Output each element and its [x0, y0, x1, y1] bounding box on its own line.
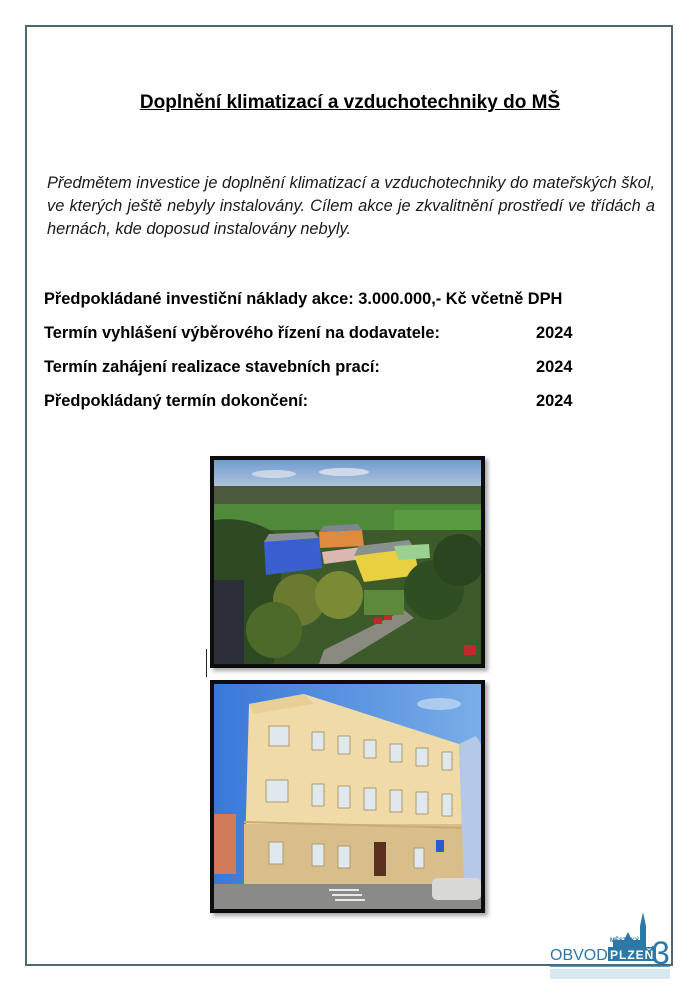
fact-value: 2024 [536, 324, 573, 342]
text-cursor [206, 649, 207, 677]
fact-label: Termín zahájení realizace stavebních prací: [44, 358, 380, 376]
fact-investment-cost [44, 290, 664, 324]
fact-value: 2024 [536, 392, 573, 410]
mestsky-obvod-plzen-3-logo [548, 908, 678, 988]
fact-label: Termín vyhlášení výběrového řízení na dodavatele: [44, 324, 440, 342]
fact-construction-start [44, 358, 664, 392]
fact-completion [44, 392, 664, 426]
aerial-photo-image [214, 460, 481, 664]
project-facts [44, 290, 664, 426]
logo-mestsky-text: MĚSTSKÝ [610, 938, 640, 944]
kindergarten-building-photo [210, 680, 485, 913]
project-description: Předmětem investice je doplnění klimatizací a vzduchotechniky do mateřských škol, ve kterých ještě nebyly instalovány. Cílem akce je zkvalitnění prostředí ve třídách a hernách, kde doposud instalovány nebyly. [47, 174, 655, 238]
aerial-kindergarten-photo [210, 456, 485, 668]
fact-label: Předpokládaný termín dokončení: [44, 392, 309, 410]
logo-graphic [548, 908, 678, 988]
fact-value: 2024 [536, 358, 573, 376]
page-title: Doplnění klimatizací a vzduchotechniky do MŠ [139, 92, 561, 113]
fact-label: Předpokládané investiční náklady akce: 3.000.000,- Kč včetně DPH [44, 290, 563, 308]
logo-plzen-text: PLZEŇ [610, 948, 655, 962]
logo-obvod-text: OBVOD [550, 947, 608, 964]
logo-number-text: 3 [652, 935, 670, 971]
building-photo-image [214, 684, 481, 909]
fact-tender-announcement [44, 324, 664, 358]
